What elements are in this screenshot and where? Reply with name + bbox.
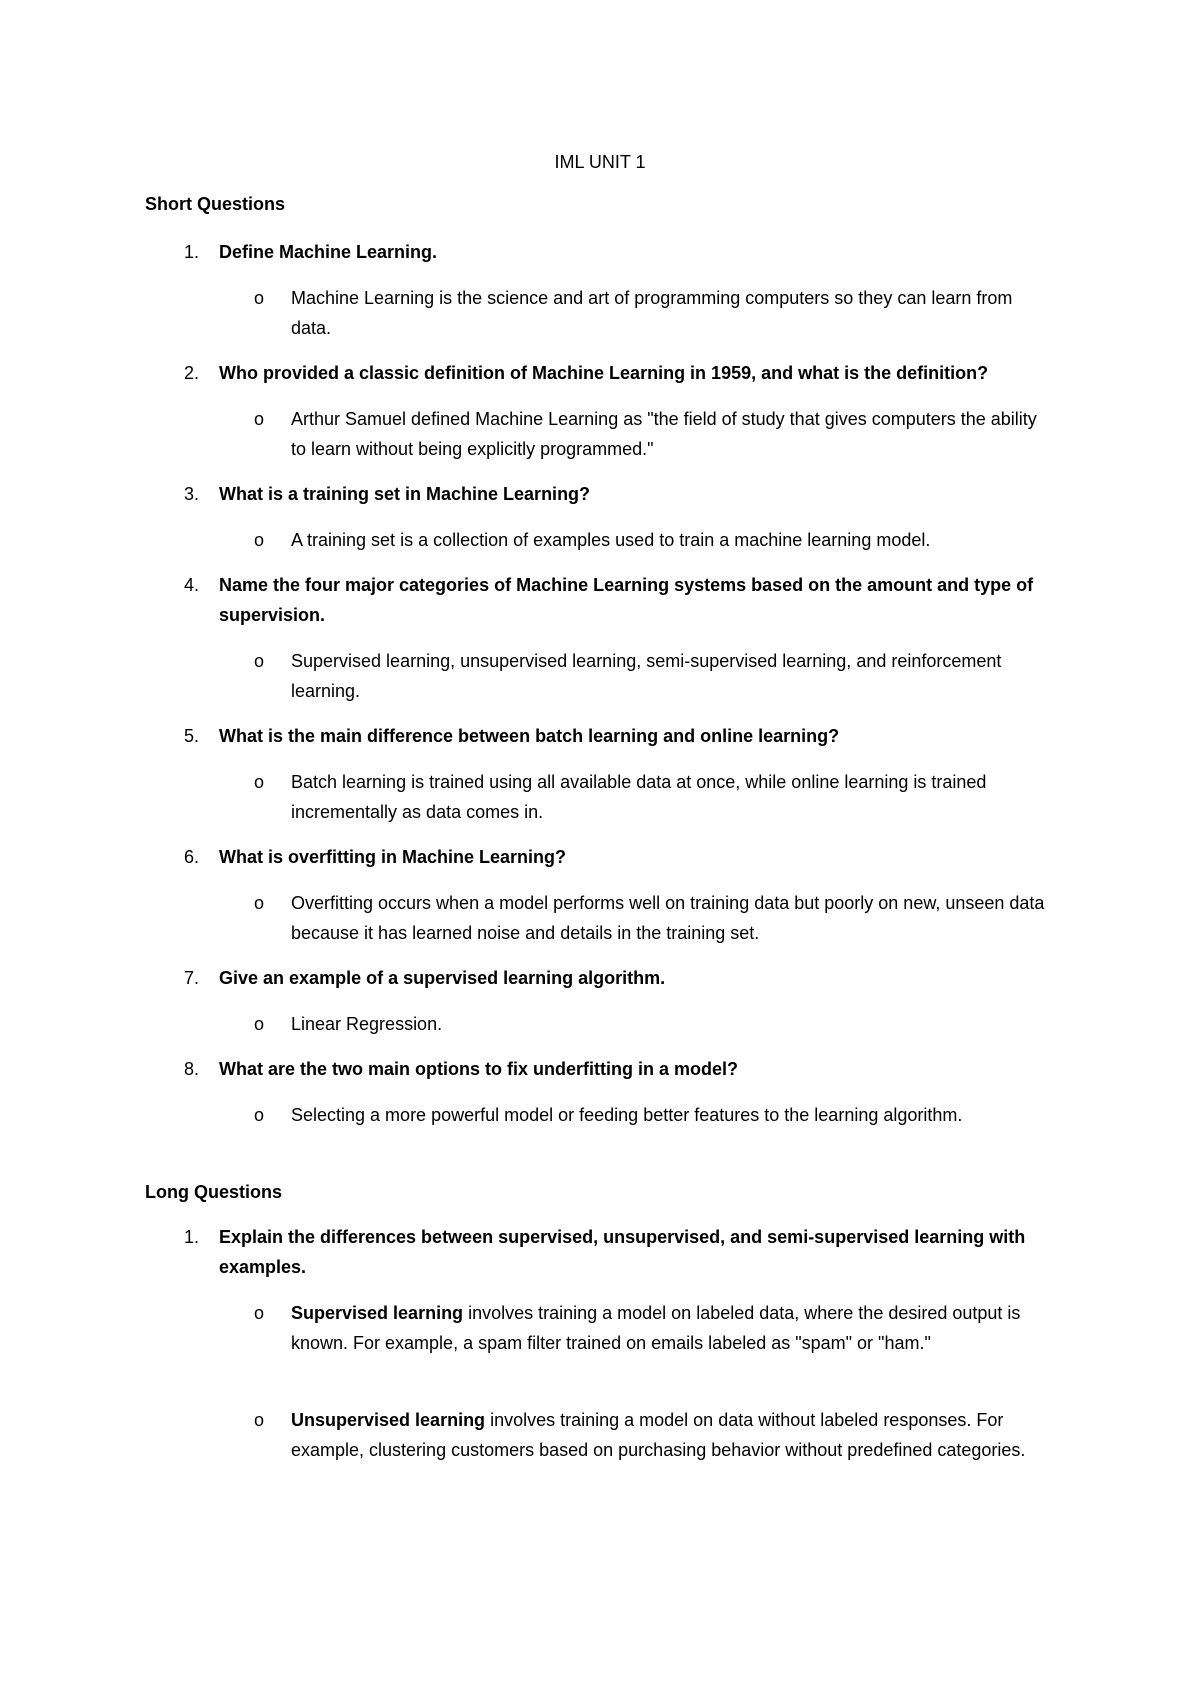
short-answer-6 [254, 888, 1054, 948]
question-number: 4. [184, 575, 200, 595]
question-text: Give an example of a supervised learning algorithm. [219, 968, 666, 988]
question-text: What is the main difference between batch learning and online learning? [219, 726, 840, 746]
short-answer-8 [254, 1100, 1054, 1130]
answer-body: involves training a model on data without labeled responses. For example, clustering customers based on purchasing behavior without predefined categories. [291, 1410, 1026, 1460]
question-text: Define Machine Learning. [219, 242, 438, 262]
question-number: 1. [184, 1227, 200, 1247]
document-title: IML UNIT 1 [554, 152, 646, 172]
bullet-icon: o [254, 651, 265, 671]
answer-text: Selecting a more powerful model or feeding better features to the learning algorithm. [291, 1105, 963, 1125]
long-question-1 [184, 1222, 1054, 1282]
answer-text: Overfitting occurs when a model performs well on training data but poorly on new, unseen data because it has learned noise and details in the training set. [291, 893, 1045, 943]
long-answer-1-1 [254, 1298, 1054, 1358]
short-question-7 [184, 963, 1054, 993]
short-answer-4 [254, 646, 1054, 706]
short-questions-heading: Short Questions [145, 194, 286, 214]
short-question-3 [184, 479, 1054, 509]
answer-text: Arthur Samuel defined Machine Learning as "the field of study that gives computers the ability to learn without being explicitly programmed." [291, 409, 1037, 459]
question-text: Explain the differences between supervised, unsupervised, and semi-supervised learning with examples. [219, 1227, 1026, 1277]
bullet-icon: o [254, 1105, 265, 1125]
short-answer-1 [254, 283, 1054, 343]
short-answer-2 [254, 404, 1054, 464]
answer-text: A training set is a collection of examples used to train a machine learning model. [291, 530, 931, 550]
answer-text: Batch learning is trained using all available data at once, while online learning is trained incrementally as data comes in. [291, 772, 987, 822]
short-answer-3 [254, 525, 1054, 555]
answer-term: Unsupervised learning [291, 1410, 486, 1430]
bullet-icon: o [254, 409, 265, 429]
bullet-icon: o [254, 772, 265, 792]
question-number: 8. [184, 1059, 200, 1079]
question-number: 6. [184, 847, 200, 867]
bullet-icon: o [254, 1410, 265, 1430]
bullet-icon: o [254, 893, 265, 913]
long-questions-heading: Long Questions [145, 1182, 282, 1202]
bullet-icon: o [254, 1014, 265, 1034]
question-number: 7. [184, 968, 200, 988]
answer-text: Machine Learning is the science and art of programming computers so they can learn from data. [291, 288, 1013, 338]
question-number: 1. [184, 242, 200, 262]
bullet-icon: o [254, 1303, 265, 1323]
answer-term: Supervised learning [291, 1303, 464, 1323]
question-text: What are the two main options to fix underfitting in a model? [219, 1059, 738, 1079]
question-number: 5. [184, 726, 200, 746]
short-question-5 [184, 721, 1054, 751]
bullet-icon: o [254, 288, 265, 308]
answer-text [291, 1405, 1054, 1465]
question-text: Who provided a classic definition of Machine Learning in 1959, and what is the definition? [219, 363, 989, 383]
answer-text [291, 1298, 1054, 1358]
short-question-2 [184, 358, 1054, 388]
question-number: 2. [184, 363, 200, 383]
question-text: What is a training set in Machine Learning? [219, 484, 591, 504]
answer-text: Linear Regression. [291, 1014, 443, 1034]
question-text: What is overfitting in Machine Learning? [219, 847, 567, 867]
answer-text: Supervised learning, unsupervised learning, semi-supervised learning, and reinforcement learning. [291, 651, 1002, 701]
short-answer-5 [254, 767, 1054, 827]
short-question-4 [184, 570, 1054, 630]
short-answer-7 [254, 1009, 1054, 1039]
short-question-8 [184, 1054, 1054, 1084]
question-number: 3. [184, 484, 200, 504]
question-text: Name the four major categories of Machine Learning systems based on the amount and type of supervision. [219, 575, 1034, 625]
long-answer-1-2 [254, 1405, 1054, 1465]
answer-body: involves training a model on labeled data, where the desired output is known. For example, a spam filter trained on emails labeled as "spam" or "ham." [291, 1303, 1021, 1353]
short-question-6 [184, 842, 1054, 872]
bullet-icon: o [254, 530, 265, 550]
short-question-1 [184, 237, 1054, 267]
